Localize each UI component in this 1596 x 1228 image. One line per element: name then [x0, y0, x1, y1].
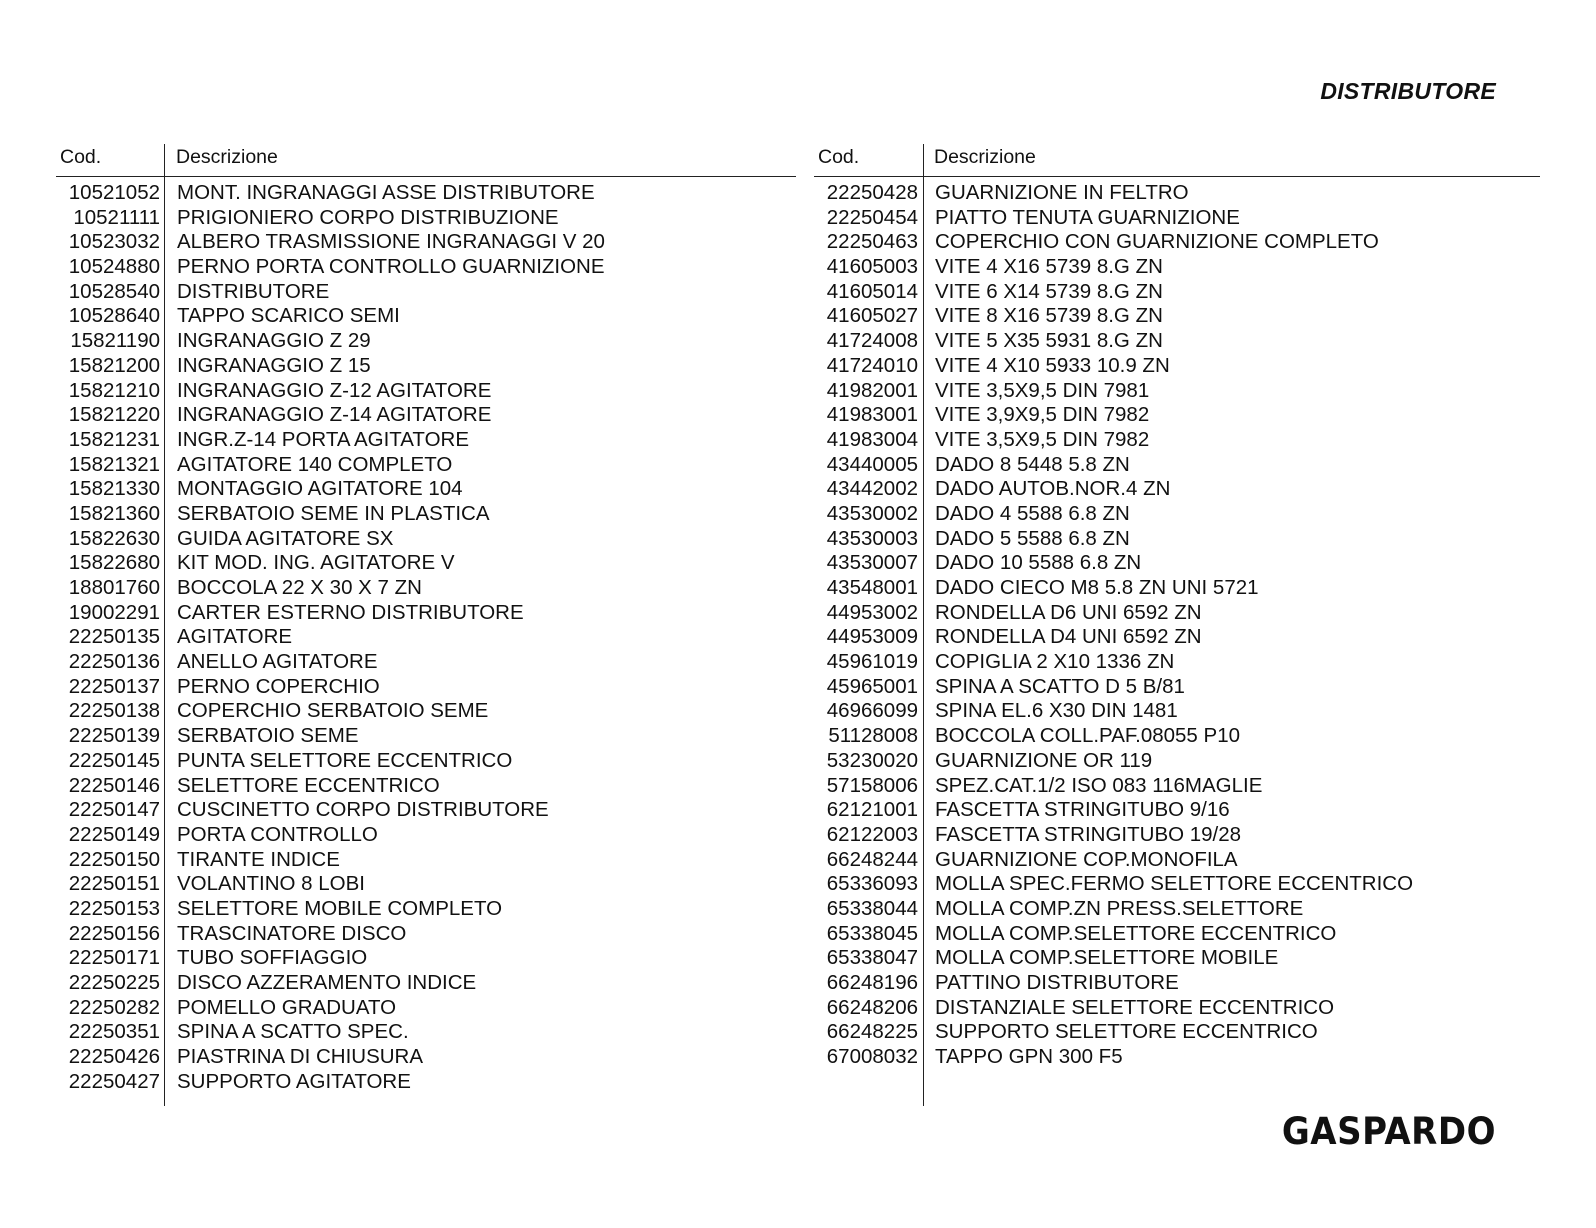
part-description: DADO 4 5588 6.8 ZN	[935, 501, 1130, 525]
part-code: 10524880	[68, 255, 160, 279]
table-row	[814, 1045, 1540, 1070]
part-code: 22250428	[826, 181, 918, 204]
part-code: 41982001	[826, 378, 918, 402]
table-row	[56, 206, 796, 231]
part-code: 22250225	[68, 971, 160, 994]
table-row	[56, 650, 796, 675]
part-code: 22250139	[68, 724, 160, 748]
table-row	[814, 304, 1540, 329]
part-description: DADO 10 5588 6.8 ZN	[935, 551, 1142, 575]
part-description: SELETTORE MOBILE COMPLETO	[177, 896, 503, 920]
rows-left	[56, 177, 796, 1094]
part-code: 19002291	[68, 600, 160, 624]
table-row	[56, 255, 796, 280]
table-row	[56, 551, 796, 576]
part-description: DADO 8 5448 5.8 ZN	[935, 452, 1130, 476]
table-header-left	[56, 144, 796, 177]
table-row	[56, 1020, 796, 1045]
part-code: 66248225	[826, 1020, 918, 1044]
part-code: 46966099	[826, 699, 918, 723]
part-code: 18801760	[68, 576, 160, 599]
part-code: 22250426	[68, 1045, 160, 1069]
parts-table-left	[56, 144, 796, 1094]
part-code: 15821220	[68, 403, 160, 427]
part-description: SPINA EL.6 X30 DIN 1481	[935, 699, 1178, 723]
part-code: 22250138	[68, 699, 160, 723]
table-row	[56, 230, 796, 255]
part-code: 41724010	[826, 353, 918, 377]
part-description: VITE 3,9X9,5 DIN 7982	[935, 403, 1150, 427]
table-row	[814, 329, 1540, 354]
table-row	[56, 428, 796, 453]
table-row	[814, 699, 1540, 724]
part-description: VITE 6 X14 5739 8.G ZN	[935, 279, 1163, 303]
part-description: COPERCHIO SERBATOIO SEME	[177, 699, 489, 723]
part-description: TUBO SOFFIAGGIO	[177, 946, 368, 970]
table-row	[56, 946, 796, 971]
part-code: 22250150	[68, 847, 160, 871]
part-description: GUARNIZIONE OR 119	[935, 748, 1153, 772]
part-description: VITE 3,5X9,5 DIN 7981	[935, 378, 1150, 402]
part-description: DISTRIBUTORE	[177, 279, 330, 303]
part-description: VITE 5 X35 5931 8.G ZN	[935, 329, 1163, 353]
table-row	[814, 576, 1540, 601]
table-row	[56, 897, 796, 922]
table-row	[814, 848, 1540, 873]
part-code: 67008032	[826, 1045, 918, 1069]
part-code: 43440005	[826, 452, 918, 476]
part-description: AGITATORE 140 COMPLETO	[177, 452, 453, 476]
part-description: TRASCINATORE DISCO	[177, 921, 407, 945]
part-code: 62121001	[826, 798, 918, 822]
table-row	[56, 848, 796, 873]
table-row	[814, 255, 1540, 280]
part-description: SPEZ.CAT.1/2 ISO 083 116MAGLIE	[935, 773, 1263, 797]
table-row	[56, 329, 796, 354]
part-code: 41605014	[826, 279, 918, 303]
table-row	[814, 749, 1540, 774]
table-row	[814, 403, 1540, 428]
part-description: GUIDA AGITATORE SX	[177, 526, 394, 550]
table-row	[56, 354, 796, 379]
table-row	[814, 675, 1540, 700]
table-row	[814, 1020, 1540, 1045]
part-code: 15821210	[68, 378, 160, 402]
part-description: VITE 4 X10 5933 10.9 ZN	[935, 353, 1170, 377]
table-row	[814, 946, 1540, 971]
header-description: Descrizione	[934, 146, 1036, 168]
part-code: 66248196	[826, 971, 918, 994]
table-row	[56, 749, 796, 774]
part-description: VITE 8 X16 5739 8.G ZN	[935, 304, 1163, 328]
table-row	[814, 774, 1540, 799]
part-code: 22250145	[68, 748, 160, 772]
part-code: 43548001	[826, 576, 918, 599]
part-description: DISTANZIALE SELETTORE ECCENTRICO	[935, 995, 1335, 1019]
part-code: 22250136	[68, 650, 160, 674]
part-code: 22250149	[68, 822, 160, 846]
table-row	[56, 922, 796, 947]
part-description: INGR.Z-14 PORTA AGITATORE	[177, 427, 469, 451]
part-code: 15822680	[68, 551, 160, 575]
part-description: INGRANAGGIO Z 15	[177, 353, 371, 377]
part-code: 15822630	[68, 526, 160, 550]
part-description: SELETTORE ECCENTRICO	[177, 773, 440, 797]
header-code: Cod.	[818, 146, 860, 168]
part-code: 10523032	[68, 230, 160, 254]
part-description: BOCCOLA 22 X 30 X 7 ZN	[177, 576, 422, 599]
table-row	[814, 181, 1540, 206]
part-code: 41605003	[826, 255, 918, 279]
part-description: PERNO PORTA CONTROLLO GUARNIZIONE	[177, 255, 605, 279]
part-code: 15821330	[68, 477, 160, 501]
part-description: VITE 3,5X9,5 DIN 7982	[935, 427, 1150, 451]
part-description: TAPPO SCARICO SEMI	[177, 304, 400, 328]
table-row	[56, 996, 796, 1021]
table-row	[56, 1045, 796, 1070]
table-row	[814, 428, 1540, 453]
part-description: DISCO AZZERAMENTO INDICE	[177, 971, 477, 994]
table-row	[814, 527, 1540, 552]
part-description: SERBATOIO SEME	[177, 724, 359, 748]
part-description: SUPPORTO SELETTORE ECCENTRICO	[935, 1020, 1318, 1044]
table-row	[56, 181, 796, 206]
part-description: VITE 4 X16 5739 8.G ZN	[935, 255, 1163, 279]
table-row	[814, 601, 1540, 626]
part-code: 10528540	[68, 279, 160, 303]
part-description: FASCETTA STRINGITUBO 9/16	[935, 798, 1230, 822]
table-row	[814, 823, 1540, 848]
table-row	[814, 996, 1540, 1021]
table-row	[814, 922, 1540, 947]
part-description: PUNTA SELETTORE ECCENTRICO	[177, 748, 513, 772]
part-code: 43530007	[826, 551, 918, 575]
part-code: 22250151	[68, 872, 160, 896]
table-row	[56, 527, 796, 552]
table-row	[814, 650, 1540, 675]
table-row	[814, 206, 1540, 231]
brand-logo: GASPARDO	[1281, 1110, 1496, 1154]
table-row	[56, 823, 796, 848]
part-description: SERBATOIO SEME IN PLASTICA	[177, 501, 490, 525]
part-code: 65338044	[826, 896, 918, 920]
table-row	[814, 502, 1540, 527]
part-description: PIATTO TENUTA GUARNIZIONE	[935, 205, 1240, 229]
part-code: 44953009	[826, 625, 918, 649]
part-description: MOLLA COMP.SELETTORE MOBILE	[935, 946, 1279, 970]
part-description: MOLLA COMP.ZN PRESS.SELETTORE	[935, 896, 1304, 920]
part-code: 15821190	[70, 329, 160, 353]
table-row	[56, 403, 796, 428]
part-description: DADO 5 5588 6.8 ZN	[935, 526, 1130, 550]
table-row	[814, 551, 1540, 576]
part-code: 65338045	[826, 921, 918, 945]
page-title: DISTRIBUTORE	[1320, 78, 1496, 104]
part-description: INGRANAGGIO Z 29	[177, 329, 371, 353]
part-description: PIASTRINA DI CHIUSURA	[177, 1045, 424, 1069]
part-description: CUSCINETTO CORPO DISTRIBUTORE	[177, 798, 549, 822]
part-description: VOLANTINO 8 LOBI	[177, 872, 365, 896]
part-description: COPIGLIA 2 X10 1336 ZN	[935, 650, 1175, 674]
part-code: 41605027	[826, 304, 918, 328]
part-code: 22250351	[68, 1020, 160, 1044]
table-row	[56, 502, 796, 527]
table-row	[814, 798, 1540, 823]
part-code: 51128008	[828, 724, 918, 748]
part-description: PRIGIONIERO CORPO DISTRIBUZIONE	[177, 205, 559, 229]
part-code: 66248244	[826, 847, 918, 871]
part-code: 65338047	[826, 946, 918, 970]
part-code: 41983001	[826, 403, 918, 427]
part-code: 22250147	[68, 798, 160, 822]
part-description: INGRANAGGIO Z-14 AGITATORE	[177, 403, 492, 427]
part-description: MOLLA SPEC.FERMO SELETTORE ECCENTRICO	[935, 872, 1414, 896]
table-row	[814, 453, 1540, 478]
table-row	[56, 872, 796, 897]
table-row	[814, 872, 1540, 897]
table-row	[56, 304, 796, 329]
part-description: PORTA CONTROLLO	[177, 822, 378, 846]
table-row	[814, 354, 1540, 379]
part-code: 22250135	[68, 625, 160, 649]
table-row	[56, 477, 796, 502]
part-code: 22250156	[68, 921, 160, 945]
part-description: RONDELLA D4 UNI 6592 ZN	[935, 625, 1202, 649]
part-description: CARTER ESTERNO DISTRIBUTORE	[177, 600, 524, 624]
part-code: 57158006	[826, 773, 918, 797]
part-code: 43530002	[826, 501, 918, 525]
part-code: 22250171	[68, 946, 160, 970]
part-code: 15821200	[68, 353, 160, 377]
table-row	[814, 625, 1540, 650]
part-description: RONDELLA D6 UNI 6592 ZN	[935, 600, 1202, 624]
part-description: DADO CIECO M8 5.8 ZN UNI 5721	[935, 576, 1259, 599]
table-row	[814, 724, 1540, 749]
part-code: 10521052	[68, 181, 160, 204]
part-code: 22250137	[68, 674, 160, 698]
part-code: 43530003	[826, 526, 918, 550]
rows-right	[814, 177, 1540, 1070]
part-description: SUPPORTO AGITATORE	[177, 1069, 411, 1093]
part-description: KIT MOD. ING. AGITATORE V	[177, 551, 455, 575]
part-description: TIRANTE INDICE	[177, 847, 340, 871]
table-row	[814, 897, 1540, 922]
part-description: FASCETTA STRINGITUBO 19/28	[935, 822, 1242, 846]
table-row	[56, 379, 796, 404]
part-code: 66248206	[826, 995, 918, 1019]
part-code: 15821231	[68, 427, 160, 451]
part-code: 44953002	[826, 600, 918, 624]
table-row	[56, 774, 796, 799]
part-code: 22250153	[68, 896, 160, 920]
part-code: 22250427	[68, 1069, 160, 1093]
part-description: SPINA A SCATTO SPEC.	[177, 1020, 409, 1044]
table-row	[56, 453, 796, 478]
part-description: GUARNIZIONE COP.MONOFILA	[935, 847, 1238, 871]
table-row	[56, 601, 796, 626]
parts-table-right	[814, 144, 1540, 1070]
part-code: 62122003	[826, 822, 918, 846]
part-description: DADO AUTOB.NOR.4 ZN	[935, 477, 1171, 501]
part-code: 45965001	[826, 674, 918, 698]
table-row	[56, 280, 796, 305]
part-description: TAPPO GPN 300 F5	[935, 1045, 1123, 1069]
table-row	[814, 230, 1540, 255]
header-code: Cod.	[60, 146, 102, 168]
part-code: 41983004	[826, 427, 918, 451]
table-row	[56, 724, 796, 749]
part-code: 10528640	[68, 304, 160, 328]
table-row	[814, 971, 1540, 996]
part-description: GUARNIZIONE IN FELTRO	[935, 181, 1189, 204]
table-row	[56, 699, 796, 724]
part-description: MONTAGGIO AGITATORE 104	[177, 477, 463, 501]
part-code: 65336093	[826, 872, 918, 896]
part-code: 22250146	[68, 773, 160, 797]
table-row	[56, 625, 796, 650]
part-code: 53230020	[826, 748, 918, 772]
part-description: PATTINO DISTRIBUTORE	[935, 971, 1179, 994]
part-description: POMELLO GRADUATO	[177, 995, 397, 1019]
part-code: 22250454	[826, 205, 918, 229]
part-description: AGITATORE	[177, 625, 293, 649]
part-code: 45961019	[826, 650, 918, 674]
part-description: ALBERO TRASMISSIONE INGRANAGGI V 20	[177, 230, 605, 254]
table-row	[56, 971, 796, 996]
table-row	[56, 1070, 796, 1095]
table-row	[814, 280, 1540, 305]
part-description: INGRANAGGIO Z-12 AGITATORE	[177, 378, 492, 402]
part-code: 43442002	[826, 477, 918, 501]
part-description: PERNO COPERCHIO	[177, 674, 380, 698]
part-code: 22250282	[68, 995, 160, 1019]
part-code: 15821321	[68, 452, 160, 476]
table-row	[814, 477, 1540, 502]
part-code: 41724008	[826, 329, 918, 353]
header-description: Descrizione	[176, 146, 278, 168]
part-code: 10521111	[73, 205, 160, 229]
part-description: MOLLA COMP.SELETTORE ECCENTRICO	[935, 921, 1337, 945]
table-row	[56, 675, 796, 700]
part-description: MONT. INGRANAGGI ASSE DISTRIBUTORE	[177, 181, 595, 204]
part-code: 15821360	[68, 501, 160, 525]
part-description: SPINA A SCATTO D 5 B/81	[935, 674, 1185, 698]
part-code: 22250463	[826, 230, 918, 254]
table-row	[814, 379, 1540, 404]
part-description: ANELLO AGITATORE	[177, 650, 378, 674]
table-row	[56, 576, 796, 601]
part-description: COPERCHIO CON GUARNIZIONE COMPLETO	[935, 230, 1379, 254]
part-description: BOCCOLA COLL.PAF.08055 P10	[935, 724, 1241, 748]
table-row	[56, 798, 796, 823]
